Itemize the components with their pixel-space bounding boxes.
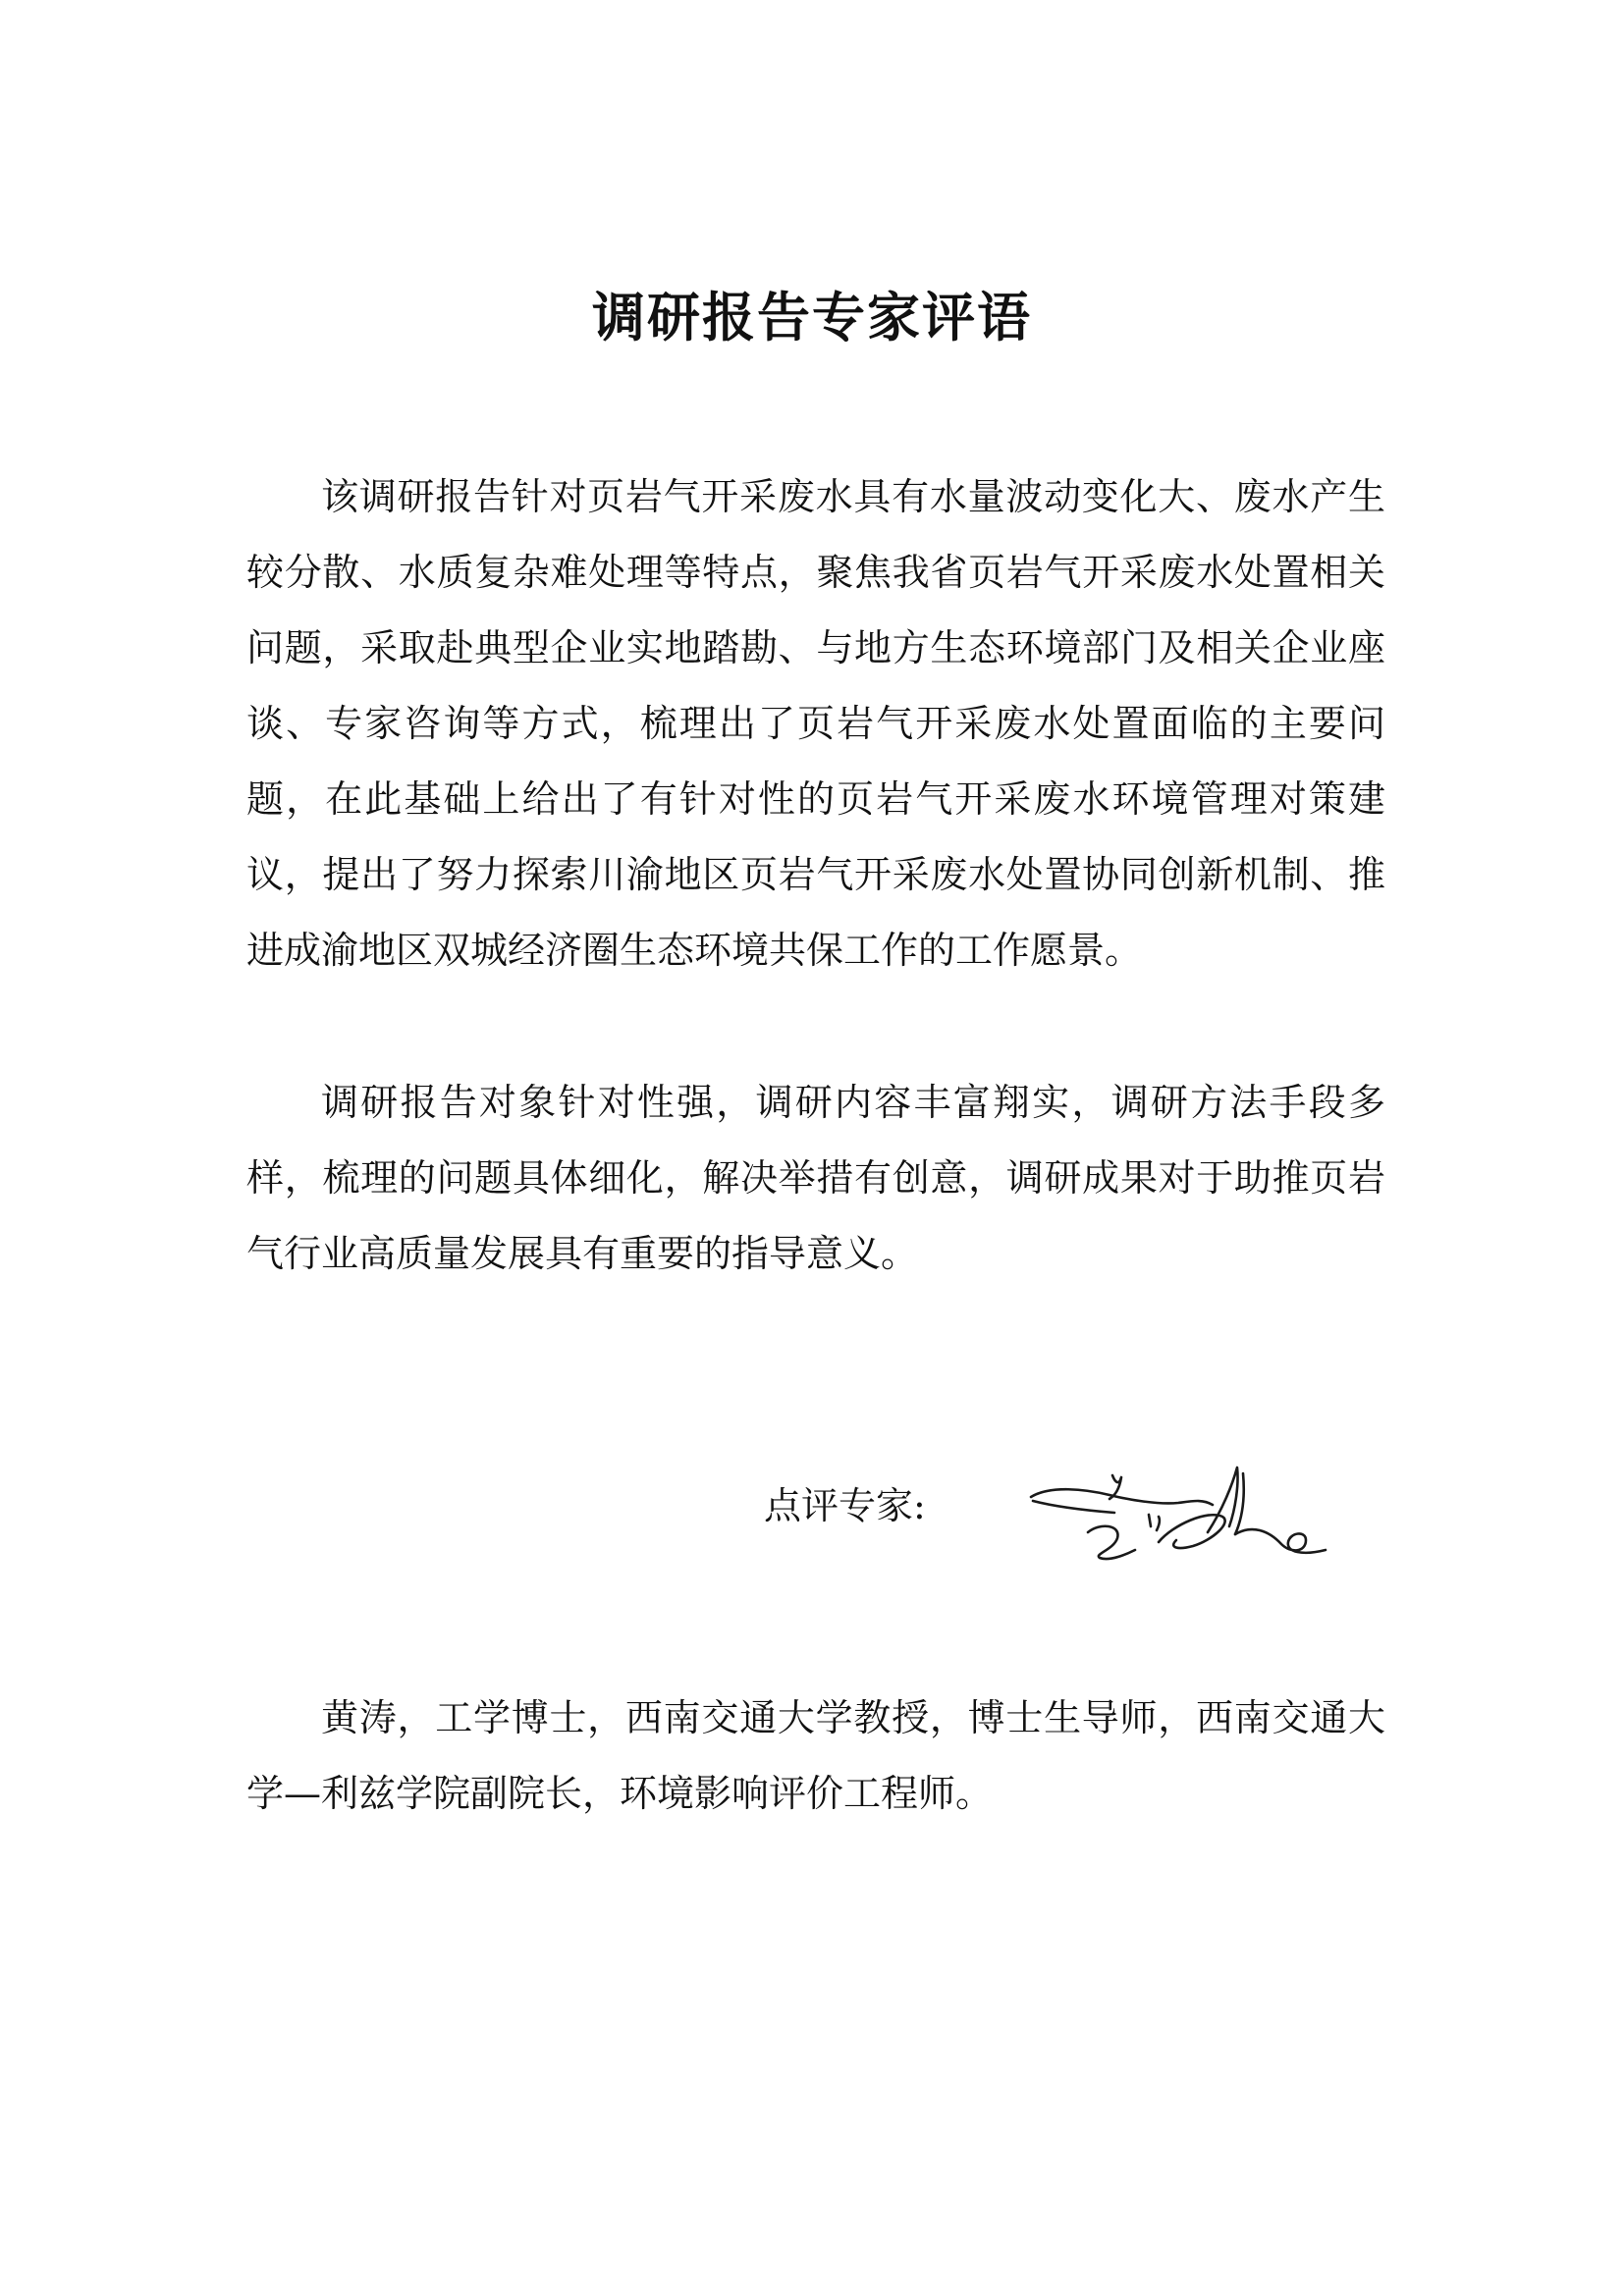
comment-paragraph-1: 该调研报告针对页岩气开采废水具有水量波动变化大、废水产生较分散、水质复杂难处理等特点，聚焦我省页岩气开采废水处置相关问题，采取赴典型企业实地踏勘、与地方生态环境部门及相关企业座谈、专家咨询等方式，梳理出了页岩气开采废水处置面临的主要问题，在此基础上给出了有针对性的页岩气开采废水环境管理对策建议，提出了努力探索川渝地区页岩气开采废水处置协同创新机制、推进成渝地区双城经济圈生态环境共保工作的工作愿景。	[246, 475, 1385, 972]
signature-label: 点评专家:	[764, 1484, 926, 1527]
handwritten-signature-icon	[1011, 1456, 1335, 1583]
comment-paragraph-2: 调研报告对象针对性强，调研内容丰富翔实，调研方法手段多样，梳理的问题具体细化，解决举措有创意，调研成果对于助推页岩气行业高质量发展具有重要的指导意义。	[246, 1081, 1385, 1275]
signature-block	[764, 1456, 1373, 1583]
expert-bio: 黄涛，工学博士，西南交通大学教授，博士生导师，西南交通大学—利兹学院副院长，环境影响评价工程师。	[246, 1696, 1385, 1815]
page-title: 调研报告专家评语	[592, 286, 1032, 348]
